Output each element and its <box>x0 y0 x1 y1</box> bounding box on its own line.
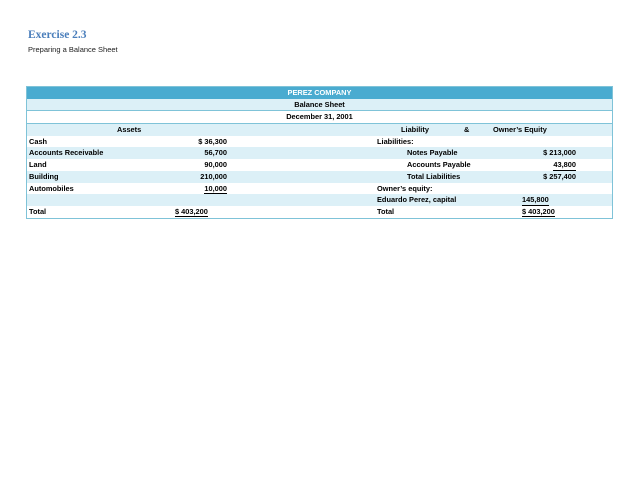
asset-label: Automobiles <box>29 183 74 193</box>
statement-row <box>27 99 612 112</box>
total-row <box>27 206 612 218</box>
total-liabilities-amount: $ 257,400 <box>543 171 576 181</box>
total-liabilities-label: Total Liabilities <box>407 171 461 181</box>
equity-header: Owner’s Equity <box>493 125 547 135</box>
exercise-subtitle: Preparing a Balance Sheet <box>28 45 118 54</box>
total-le-amount: $ 403,200 <box>522 206 555 216</box>
balance-sheet-table <box>26 86 613 219</box>
statement-title: Balance Sheet <box>294 99 345 109</box>
statement-date: December 31, 2001 <box>286 112 353 122</box>
capital-amount: 145,800 <box>522 195 549 205</box>
table-row <box>27 136 612 148</box>
asset-amount: 56,700 <box>204 148 227 158</box>
total-le-label: Total <box>377 206 395 216</box>
notes-payable-label: Notes Payable <box>407 148 458 158</box>
ampersand: & <box>464 125 470 135</box>
asset-amount: 90,000 <box>204 160 227 170</box>
asset-amount: 210,000 <box>200 171 227 181</box>
total-assets-amount: $ 403,200 <box>175 206 208 216</box>
equity-heading: Owner’s equity: <box>377 183 433 193</box>
column-header-row <box>27 124 612 136</box>
exercise-title: Exercise 2.3 <box>28 29 87 41</box>
liabilities-heading: Liabilities: <box>377 136 414 146</box>
asset-label: Accounts Receivable <box>29 148 104 158</box>
table-row <box>27 194 612 206</box>
liability-header: Liability <box>401 125 429 135</box>
table-row <box>27 159 612 171</box>
capital-label: Eduardo Perez, capital <box>377 195 457 205</box>
asset-amount: $ 36,300 <box>198 136 227 146</box>
asset-amount: 10,000 <box>204 183 227 193</box>
company-name: PEREZ COMPANY <box>287 88 352 97</box>
table-row <box>27 183 612 195</box>
accounts-payable-amount: 43,800 <box>553 160 576 170</box>
asset-label: Cash <box>29 136 48 146</box>
table-row <box>27 147 612 159</box>
assets-header: Assets <box>117 125 142 135</box>
date-row <box>27 111 612 124</box>
notes-payable-amount: $ 213,000 <box>543 148 576 158</box>
total-assets-label: Total <box>29 206 47 216</box>
asset-label: Land <box>29 160 47 170</box>
accounts-payable-label: Accounts Payable <box>407 160 471 170</box>
table-row <box>27 171 612 183</box>
company-row <box>27 87 612 99</box>
asset-label: Building <box>29 171 59 181</box>
